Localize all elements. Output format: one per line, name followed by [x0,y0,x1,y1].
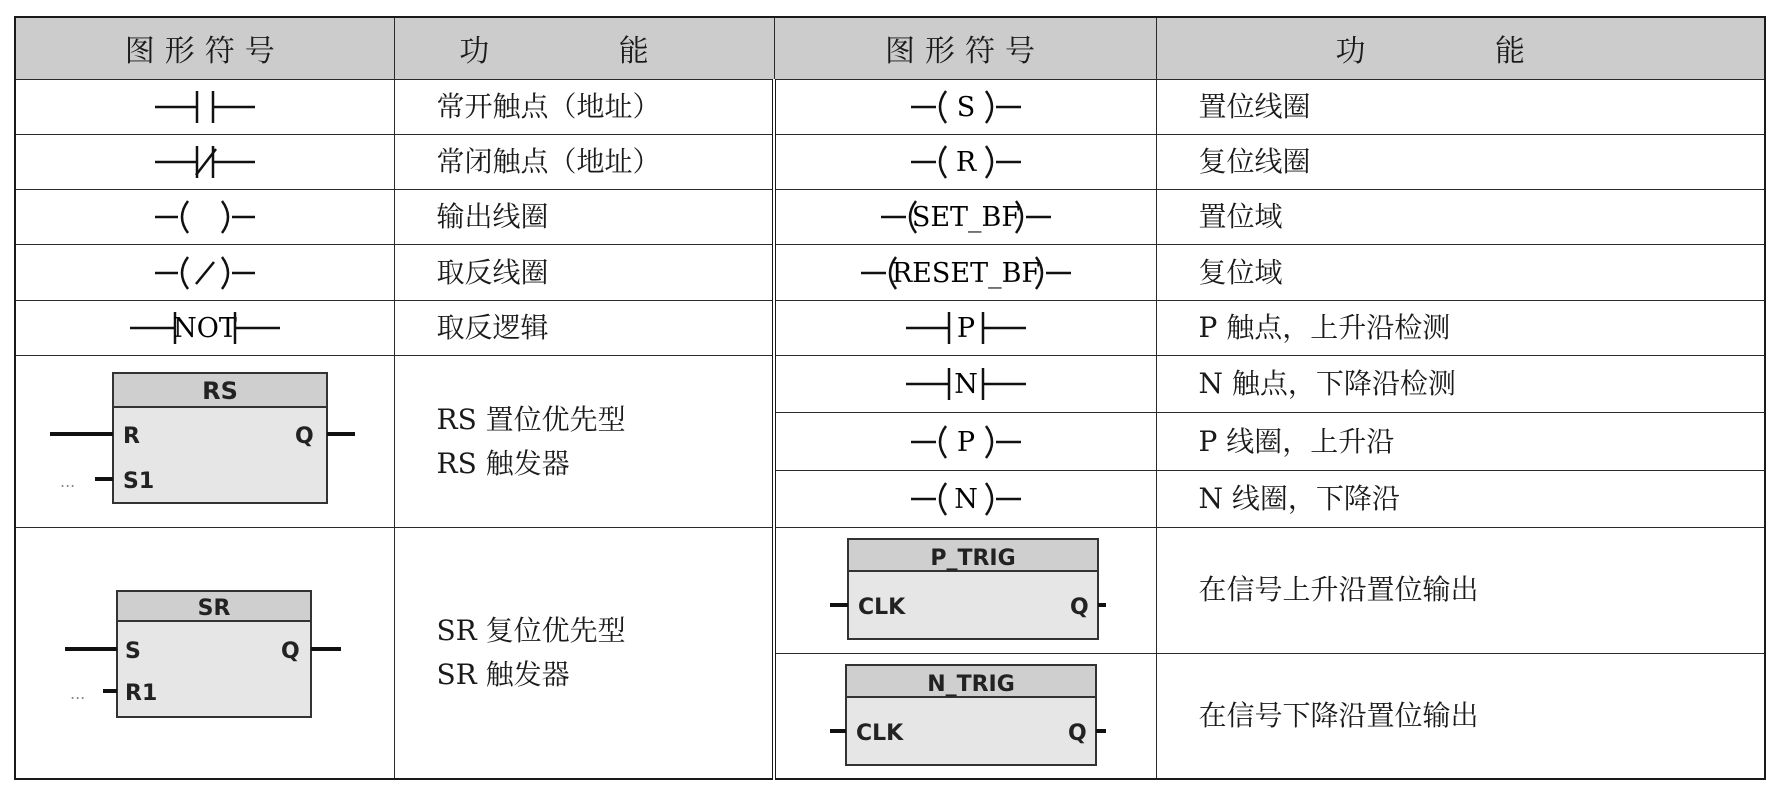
header-function-right: 功 能 [1156,17,1765,79]
no-contact-label: 常开触点（地址） [394,79,774,134]
sr-pin-s: S [124,639,141,665]
reset-coil-symbol [774,135,1156,190]
p-trig-title: P_TRIG [930,546,1016,572]
sr-title: SR [197,596,231,622]
nc-contact-label: 常闭触点（地址） [394,135,774,190]
n-trig-icon [826,661,1106,771]
no-contact-symbol [15,79,394,134]
header-symbol-left: 图形符号 [15,17,394,79]
header-row [15,17,1765,79]
rs-dots: ... [59,471,76,491]
reset-coil-label: 复位线圈 [1156,135,1765,190]
reset-coil-icon [906,142,1026,182]
table-row [15,190,1765,245]
p-coil-icon [906,422,1026,462]
set-coil-label: 置位线圈 [1156,79,1765,134]
set-field-icon [876,197,1056,237]
n-coil-label: N 线圈，下降沿 [1156,470,1765,527]
n-trig-symbol [774,653,1156,779]
rs-fn-line1: RS 置位优先型 [436,402,626,436]
n-coil-text: N [953,483,978,515]
n-trig-pin-clk: CLK [855,720,903,746]
set-coil-text: S [956,91,975,123]
header-symbol-right: 图形符号 [774,17,1156,79]
nc-contact-symbol [15,135,394,190]
sr-flipflop-icon [45,583,365,723]
n-contact-text: N [953,369,978,401]
sr-pin-q: Q [280,639,300,665]
not-symbol [15,300,394,355]
p-contact-label: P 触点，上升沿检测 [1156,300,1765,355]
n-trig-pin-q: Q [1067,720,1087,746]
set-field-text: SET_BF [911,202,1020,234]
set-field-label: 置位域 [1156,190,1765,245]
rs-flipflop-icon [45,367,365,517]
sr-fn-line2: SR 触发器 [436,658,570,692]
set-coil-icon [906,87,1026,127]
set-coil-symbol [774,79,1156,134]
invert-coil-label: 取反线圈 [394,245,774,300]
sr-fn-line1: SR 复位优先型 [436,614,626,648]
n-contact-label: N 触点，下降沿检测 [1156,355,1765,412]
table-row [15,135,1765,190]
ladder-symbol-table [14,16,1766,780]
p-trig-pin-q: Q [1069,595,1089,621]
header-function-left: 功 能 [394,17,774,79]
not-logic-icon [125,308,285,348]
reset-field-symbol [774,245,1156,300]
rs-fn-line2: RS 触发器 [436,446,570,480]
n-coil-icon [906,479,1026,519]
sr-block-symbol [15,528,394,779]
sr-pin-r1: R1 [124,681,157,707]
rs-pin-r: R [122,423,140,449]
rs-pin-s1: S1 [122,468,154,494]
n-trig-label: 在信号下降沿置位输出 [1156,653,1765,779]
n-coil-symbol [774,470,1156,527]
p-trig-pin-clk: CLK [857,595,905,621]
n-trig-title: N_TRIG [926,671,1015,697]
not-logic-label: 取反逻辑 [394,300,774,355]
p-coil-symbol [774,413,1156,470]
table-row [15,528,1765,654]
p-contact-text: P [956,312,975,344]
rs-pin-q: Q [294,423,314,449]
reset-coil-text: R [955,147,976,179]
table-row [15,300,1765,355]
p-coil-text: P [956,426,975,458]
reset-field-icon [856,253,1076,293]
invert-coil-symbol [15,245,394,300]
reset-field-text: RESET_BF [891,257,1040,289]
n-contact-symbol [774,355,1156,412]
not-text: NOT [172,312,237,344]
table-row [15,79,1765,134]
table-row [15,245,1765,300]
sr-flipflop-label [394,528,774,779]
n-contact-icon [901,364,1031,404]
output-coil-icon [150,197,260,237]
nc-contact-icon [150,142,260,182]
p-contact-icon [901,308,1031,348]
reset-field-label: 复位域 [1156,245,1765,300]
p-trig-label: 在信号上升沿置位输出 [1156,528,1765,654]
table-row [15,355,1765,412]
p-trig-icon [826,535,1106,645]
rs-block-symbol [15,355,394,527]
sr-dots: ... [69,684,86,704]
rs-flipflop-label [394,355,774,527]
p-contact-symbol [774,300,1156,355]
invert-coil-icon [150,253,260,293]
rs-title: RS [201,376,238,405]
set-field-symbol [774,190,1156,245]
output-coil-label: 输出线圈 [394,190,774,245]
p-coil-label: P 线圈，上升沿 [1156,413,1765,470]
p-trig-symbol [774,528,1156,654]
output-coil-symbol [15,190,394,245]
no-contact-icon [150,87,260,127]
